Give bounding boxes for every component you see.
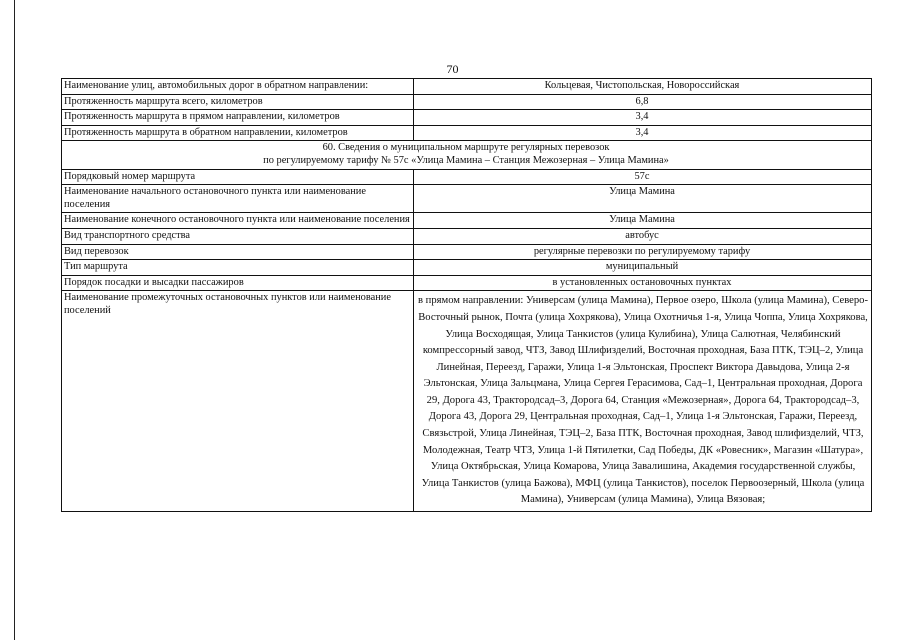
table-row — [62, 228, 872, 244]
row-value: автобус — [414, 228, 872, 244]
section-header-row — [62, 141, 872, 169]
page-edge-rule — [14, 0, 15, 640]
table-row — [62, 275, 872, 291]
row-value: Улица Мамина — [414, 213, 872, 229]
row-label: Протяженность маршрута в прямом направлении, километров — [62, 110, 414, 126]
row-label: Протяженность маршрута всего, километров — [62, 94, 414, 110]
row-label: Тип маршрута — [62, 260, 414, 276]
row-label: Порядок посадки и высадки пассажиров — [62, 275, 414, 291]
row-value: муниципальный — [414, 260, 872, 276]
route-info-table — [61, 78, 872, 512]
row-label: Порядковый номер маршрута — [62, 169, 414, 185]
row-value: 6,8 — [414, 94, 872, 110]
row-value: Кольцевая, Чистопольская, Новороссийская — [414, 79, 872, 95]
row-value: в установленных остановочных пунктах — [414, 275, 872, 291]
row-value: 3,4 — [414, 110, 872, 126]
section-title-line-2: по регулируемому тарифу № 57с «Улица Мамина – Станция Межозерная – Улица Мамина» — [263, 154, 669, 166]
table-row — [62, 260, 872, 276]
row-label: Вид перевозок — [62, 244, 414, 260]
table-row — [62, 79, 872, 95]
row-value: регулярные перевозки по регулируемому тарифу — [414, 244, 872, 260]
row-label: Протяженность маршрута в обратном направлении, километров — [62, 125, 414, 141]
row-value: 3,4 — [414, 125, 872, 141]
table-row — [62, 244, 872, 260]
table-row — [62, 125, 872, 141]
row-label: Наименование улиц, автомобильных дорог в обратном направлении: — [62, 79, 414, 95]
table-row — [62, 110, 872, 126]
table-row — [62, 291, 872, 512]
table-row — [62, 185, 872, 213]
row-label: Наименование промежуточных остановочных пунктов или наименование поселений — [62, 291, 414, 512]
row-value: 57с — [414, 169, 872, 185]
section-header — [62, 141, 872, 169]
row-label: Наименование конечного остановочного пункта или наименование поселения — [62, 213, 414, 229]
table-row — [62, 169, 872, 185]
page-number: 70 — [446, 62, 459, 76]
table-row — [62, 213, 872, 229]
row-label: Наименование начального остановочного пункта или наименование поселения — [62, 185, 414, 213]
row-value: Улица Мамина — [414, 185, 872, 213]
row-label: Вид транспортного средства — [62, 228, 414, 244]
table-row — [62, 94, 872, 110]
intermediate-stops-list: в прямом направлении: Универсам (улица Мамина), Первое озеро, Школа (улица Мамина), Северо-Восточный рынок, Почта (улица Хохрякова), Улица Охотничья 1-я, Улица Чоппа, Улица Хохрякова, Улица Восходящая, Улица Танкистов (улица Кулибина), Улица Салютная, Челябинский компрессорный завод, ЧТЗ, Завод Шлифизделий, Восточная проходная, База ПТК, ТЭЦ–2, Улица Линейная, Переезд, Гаражи, Улица 1-я Эльтонская, Проспект Виктора Давыдова, Улица 2-я Эльтонская, Улица Зальцмана, Улица Сергея Герасимова, Сад–1, Центральная проходная, Дорога 29, Дорога 43, Трактородсад–3, Дорога 64, Станция «Межозерная», Дорога 64, Трактородсад–3, Дорога 43, Дорога 29, Центральная проходная, Сад–1, Улица 1-я Эльтонская, Гаражи, Переезд, Связьстрой, Улица Линейная, ТЭЦ–2, База ПТК, Восточная проходная, Завод шлифизделий, ЧТЗ, Молодежная, Театр ЧТЗ, Улица 1-й Пятилетки, Сад Победы, ДК «Ровесник», Магазин «Шатура», Улица Октябрьская, Улица Комарова, Улица Завалишина, Академия государственной службы, Улица Танкистов (улица Бажова), МФЦ (улица Танкистов), поселок Первоозерный, Школа (улица Мамина), Универсам (улица Мамина), Улица Вязовая; — [414, 291, 872, 512]
section-title-line-1: 60. Сведения о муниципальном маршруте регулярных перевозок — [322, 142, 610, 154]
